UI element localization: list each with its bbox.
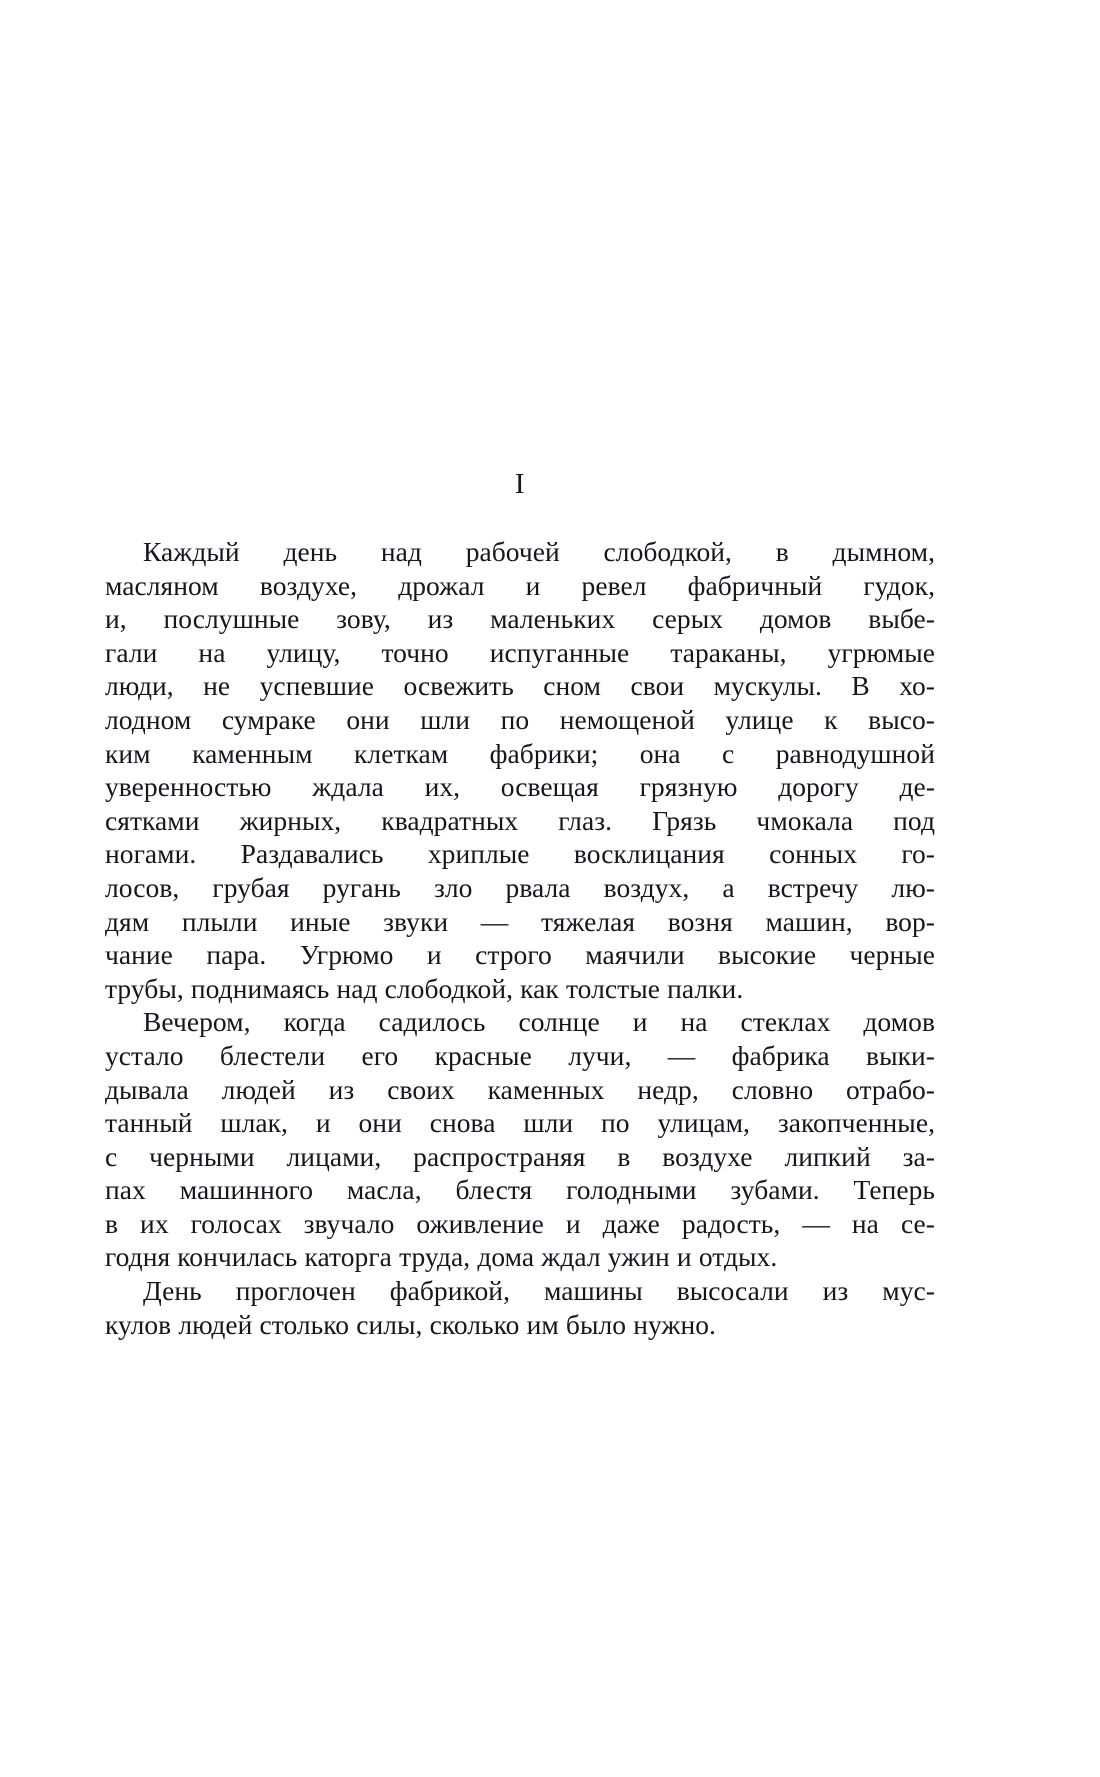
paragraph-3: [105, 1274, 935, 1341]
text-line: ким каменным клеткам фабрики; она с равнодушной: [105, 737, 935, 769]
text-line: трубы, поднимаясь над слободкой, как толстые палки.: [105, 972, 744, 1004]
text-line: лосов, грубая ругань зло рвала воздух, а встречу лю-: [105, 871, 935, 903]
text-line: сятками жирных, квадратных глаз. Грязь чмокала под: [105, 804, 935, 836]
text-line: уверенностью ждала их, освещая грязную дорогу де-: [105, 771, 935, 803]
chapter-heading: I: [514, 468, 526, 500]
page-text-block: [105, 470, 935, 1341]
paragraph-1-lines: [105, 535, 935, 1005]
paragraph-1: [105, 535, 935, 1005]
text-line: гали на улицу, точно испуганные тараканы, угрюмые: [105, 636, 935, 668]
text-line: кулов людей столько силы, сколько им было нужно.: [105, 1308, 716, 1340]
text-line: дям плыли иные звуки — тяжелая возня машин, вор-: [105, 905, 935, 937]
text-line: в их голосах звучало оживление и даже радость, — на се-: [105, 1207, 935, 1239]
paragraph-3-lines: [105, 1274, 935, 1341]
text-line: масляном воздухе, дрожал и ревел фабричный гудок,: [105, 569, 935, 601]
text-line: устало блестели его красные лучи, — фабрика выки-: [105, 1039, 935, 1071]
text-line: День проглочен фабрикой, машины высосали из мус-: [143, 1275, 935, 1307]
text-line: танный шлак, и они снова шли по улицам, закопченные,: [105, 1107, 935, 1139]
text-line: люди, не успевшие освежить сном свои мускулы. В хо-: [105, 670, 935, 702]
text-line: Каждый день над рабочей слободкой, в дымном,: [143, 536, 935, 567]
text-line: Вечером, когда садилось солнце и на стеклах домов: [143, 1006, 935, 1038]
text-line: годня кончилась каторга труда, дома ждал ужин и отдых.: [105, 1241, 778, 1273]
text-line: и, послушные зову, из маленьких серых домов выбе-: [105, 603, 935, 635]
text-line: дывала людей из своих каменных недр, словно отрабо-: [105, 1073, 935, 1105]
text-line: чание пара. Угрюмо и строго маячили высокие черные: [105, 939, 935, 971]
text-line: ногами. Раздавались хриплые восклицания сонных го-: [105, 838, 935, 870]
text-line: лодном сумраке они шли по немощеной улице к высо-: [105, 703, 935, 735]
text-line: с черными лицами, распространяя в воздухе липкий за-: [105, 1140, 935, 1172]
text-line: пах машинного масла, блестя голодными зубами. Теперь: [105, 1174, 935, 1206]
paragraph-2: [105, 1005, 935, 1274]
paragraph-2-lines: [105, 1005, 935, 1274]
